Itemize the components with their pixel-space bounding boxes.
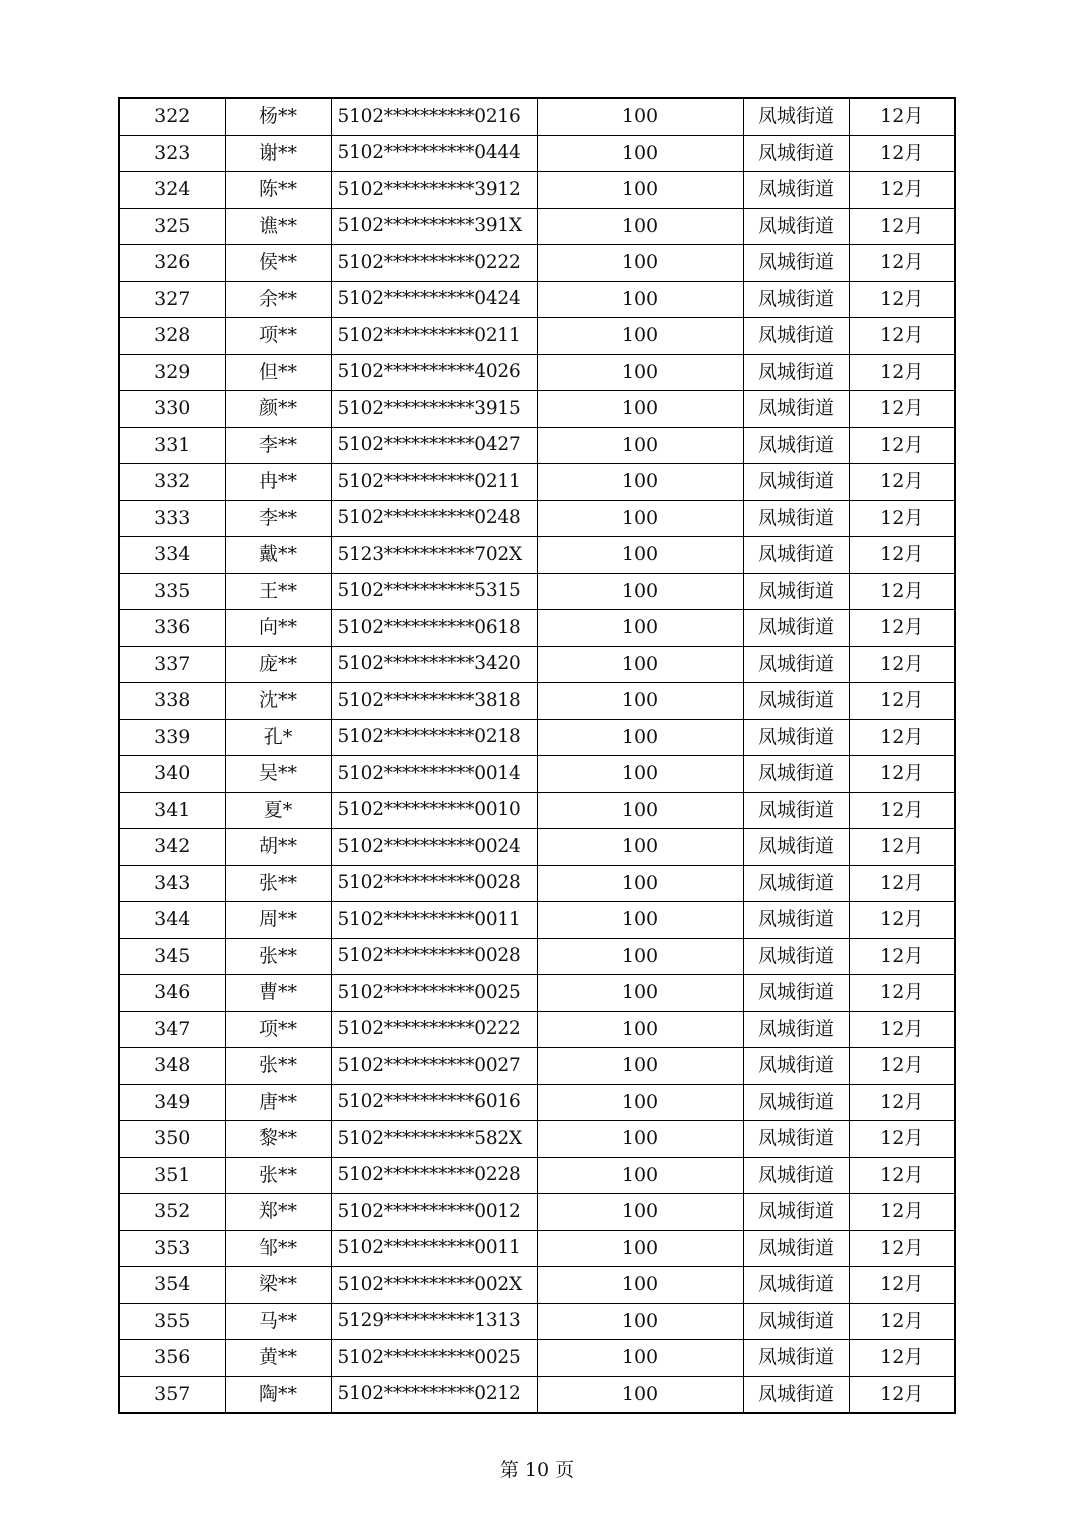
month-cell: 12月 (849, 1340, 955, 1377)
name-cell: 颜** (225, 391, 331, 428)
month-cell: 12月 (849, 1048, 955, 1085)
amount-cell: 100 (537, 646, 743, 683)
seq-cell: 346 (119, 975, 225, 1012)
table-row (119, 354, 955, 391)
table-row (119, 1011, 955, 1048)
name-cell: 谯** (225, 208, 331, 245)
street-cell: 凤城街道 (743, 573, 849, 610)
amount-cell: 100 (537, 98, 743, 135)
seq-cell: 354 (119, 1267, 225, 1304)
id-number-cell: 5129**********1313 (331, 1303, 537, 1340)
name-cell: 胡** (225, 829, 331, 866)
month-cell: 12月 (849, 1194, 955, 1231)
id-number-cell: 5102**********0228 (331, 1157, 537, 1194)
table-row (119, 1267, 955, 1304)
name-cell: 郑** (225, 1194, 331, 1231)
month-cell: 12月 (849, 354, 955, 391)
month-cell: 12月 (849, 1157, 955, 1194)
table-row (119, 208, 955, 245)
name-cell: 张** (225, 938, 331, 975)
table-row (119, 792, 955, 829)
street-cell: 凤城街道 (743, 1157, 849, 1194)
id-number-cell: 5102**********0012 (331, 1194, 537, 1231)
id-number-cell: 5102**********0222 (331, 245, 537, 282)
month-cell: 12月 (849, 1121, 955, 1158)
table-row (119, 1084, 955, 1121)
id-number-cell: 5102**********0028 (331, 938, 537, 975)
month-cell: 12月 (849, 756, 955, 793)
name-cell: 庞** (225, 646, 331, 683)
amount-cell: 100 (537, 1157, 743, 1194)
name-cell: 沈** (225, 683, 331, 720)
name-cell: 邹** (225, 1230, 331, 1267)
id-number-cell: 5102**********0010 (331, 792, 537, 829)
seq-cell: 334 (119, 537, 225, 574)
seq-cell: 341 (119, 792, 225, 829)
id-number-cell: 5102**********0211 (331, 464, 537, 501)
seq-cell: 333 (119, 500, 225, 537)
seq-cell: 338 (119, 683, 225, 720)
amount-cell: 100 (537, 427, 743, 464)
name-cell: 陶** (225, 1376, 331, 1413)
amount-cell: 100 (537, 1303, 743, 1340)
name-cell: 陈** (225, 172, 331, 209)
street-cell: 凤城街道 (743, 719, 849, 756)
month-cell: 12月 (849, 391, 955, 428)
table-row (119, 1340, 955, 1377)
name-cell: 黄** (225, 1340, 331, 1377)
table-row (119, 756, 955, 793)
month-cell: 12月 (849, 245, 955, 282)
month-cell: 12月 (849, 464, 955, 501)
seq-cell: 326 (119, 245, 225, 282)
name-cell: 但** (225, 354, 331, 391)
seq-cell: 348 (119, 1048, 225, 1085)
name-cell: 戴** (225, 537, 331, 574)
table-row (119, 1230, 955, 1267)
street-cell: 凤城街道 (743, 135, 849, 172)
seq-cell: 325 (119, 208, 225, 245)
month-cell: 12月 (849, 537, 955, 574)
table-row (119, 1121, 955, 1158)
table-row (119, 975, 955, 1012)
amount-cell: 100 (537, 1194, 743, 1231)
street-cell: 凤城街道 (743, 391, 849, 428)
amount-cell: 100 (537, 537, 743, 574)
table-row (119, 245, 955, 282)
amount-cell: 100 (537, 354, 743, 391)
id-number-cell: 5102**********0014 (331, 756, 537, 793)
street-cell: 凤城街道 (743, 829, 849, 866)
amount-cell: 100 (537, 1230, 743, 1267)
street-cell: 凤城街道 (743, 500, 849, 537)
month-cell: 12月 (849, 172, 955, 209)
month-cell: 12月 (849, 427, 955, 464)
table-row (119, 391, 955, 428)
id-number-cell: 5102**********3912 (331, 172, 537, 209)
seq-cell: 342 (119, 829, 225, 866)
street-cell: 凤城街道 (743, 865, 849, 902)
id-number-cell: 5102**********0025 (331, 975, 537, 1012)
amount-cell: 100 (537, 1121, 743, 1158)
seq-cell: 345 (119, 938, 225, 975)
table-row (119, 646, 955, 683)
month-cell: 12月 (849, 281, 955, 318)
table-row (119, 500, 955, 537)
table-row (119, 610, 955, 647)
seq-cell: 327 (119, 281, 225, 318)
amount-cell: 100 (537, 281, 743, 318)
month-cell: 12月 (849, 573, 955, 610)
name-cell: 侯** (225, 245, 331, 282)
id-number-cell: 5102**********0212 (331, 1376, 537, 1413)
amount-cell: 100 (537, 792, 743, 829)
name-cell: 杨** (225, 98, 331, 135)
seq-cell: 323 (119, 135, 225, 172)
amount-cell: 100 (537, 683, 743, 720)
id-number-cell: 5102**********0218 (331, 719, 537, 756)
table-row (119, 135, 955, 172)
amount-cell: 100 (537, 756, 743, 793)
id-number-cell: 5102**********0216 (331, 98, 537, 135)
month-cell: 12月 (849, 1267, 955, 1304)
month-cell: 12月 (849, 829, 955, 866)
seq-cell: 328 (119, 318, 225, 355)
month-cell: 12月 (849, 975, 955, 1012)
amount-cell: 100 (537, 135, 743, 172)
month-cell: 12月 (849, 135, 955, 172)
id-number-cell: 5102**********0211 (331, 318, 537, 355)
street-cell: 凤城街道 (743, 1376, 849, 1413)
table-row (119, 172, 955, 209)
id-number-cell: 5102**********0248 (331, 500, 537, 537)
id-number-cell: 5102**********0424 (331, 281, 537, 318)
id-number-cell: 5102**********0011 (331, 902, 537, 939)
amount-cell: 100 (537, 1376, 743, 1413)
id-number-cell: 5102**********6016 (331, 1084, 537, 1121)
name-cell: 王** (225, 573, 331, 610)
street-cell: 凤城街道 (743, 975, 849, 1012)
month-cell: 12月 (849, 938, 955, 975)
month-cell: 12月 (849, 1084, 955, 1121)
street-cell: 凤城街道 (743, 98, 849, 135)
street-cell: 凤城街道 (743, 1084, 849, 1121)
seq-cell: 355 (119, 1303, 225, 1340)
seq-cell: 339 (119, 719, 225, 756)
street-cell: 凤城街道 (743, 756, 849, 793)
id-number-cell: 5102**********582X (331, 1121, 537, 1158)
table-row (119, 719, 955, 756)
month-cell: 12月 (849, 98, 955, 135)
id-number-cell: 5123**********702X (331, 537, 537, 574)
seq-cell: 344 (119, 902, 225, 939)
street-cell: 凤城街道 (743, 537, 849, 574)
name-cell: 夏* (225, 792, 331, 829)
seq-cell: 336 (119, 610, 225, 647)
name-cell: 黎** (225, 1121, 331, 1158)
amount-cell: 100 (537, 464, 743, 501)
month-cell: 12月 (849, 646, 955, 683)
street-cell: 凤城街道 (743, 1340, 849, 1377)
seq-cell: 332 (119, 464, 225, 501)
amount-cell: 100 (537, 391, 743, 428)
name-cell: 李** (225, 427, 331, 464)
name-cell: 向** (225, 610, 331, 647)
street-cell: 凤城街道 (743, 245, 849, 282)
street-cell: 凤城街道 (743, 1303, 849, 1340)
seq-cell: 324 (119, 172, 225, 209)
street-cell: 凤城街道 (743, 1267, 849, 1304)
street-cell: 凤城街道 (743, 683, 849, 720)
id-number-cell: 5102**********0011 (331, 1230, 537, 1267)
name-cell: 项** (225, 1011, 331, 1048)
amount-cell: 100 (537, 1340, 743, 1377)
seq-cell: 335 (119, 573, 225, 610)
id-number-cell: 5102**********0444 (331, 135, 537, 172)
name-cell: 曹** (225, 975, 331, 1012)
month-cell: 12月 (849, 865, 955, 902)
month-cell: 12月 (849, 1303, 955, 1340)
month-cell: 12月 (849, 683, 955, 720)
recipient-table (118, 97, 956, 1414)
street-cell: 凤城街道 (743, 427, 849, 464)
amount-cell: 100 (537, 938, 743, 975)
seq-cell: 347 (119, 1011, 225, 1048)
amount-cell: 100 (537, 865, 743, 902)
month-cell: 12月 (849, 500, 955, 537)
id-number-cell: 5102**********0222 (331, 1011, 537, 1048)
month-cell: 12月 (849, 902, 955, 939)
street-cell: 凤城街道 (743, 938, 849, 975)
seq-cell: 357 (119, 1376, 225, 1413)
month-cell: 12月 (849, 318, 955, 355)
amount-cell: 100 (537, 829, 743, 866)
name-cell: 孔* (225, 719, 331, 756)
id-number-cell: 5102**********3420 (331, 646, 537, 683)
table-row (119, 829, 955, 866)
street-cell: 凤城街道 (743, 172, 849, 209)
street-cell: 凤城街道 (743, 354, 849, 391)
table-row (119, 902, 955, 939)
id-number-cell: 5102**********002X (331, 1267, 537, 1304)
month-cell: 12月 (849, 792, 955, 829)
street-cell: 凤城街道 (743, 1011, 849, 1048)
amount-cell: 100 (537, 245, 743, 282)
name-cell: 张** (225, 1048, 331, 1085)
street-cell: 凤城街道 (743, 646, 849, 683)
street-cell: 凤城街道 (743, 464, 849, 501)
seq-cell: 356 (119, 1340, 225, 1377)
street-cell: 凤城街道 (743, 1230, 849, 1267)
amount-cell: 100 (537, 1048, 743, 1085)
amount-cell: 100 (537, 1011, 743, 1048)
street-cell: 凤城街道 (743, 1048, 849, 1085)
month-cell: 12月 (849, 1011, 955, 1048)
seq-cell: 331 (119, 427, 225, 464)
table-row (119, 683, 955, 720)
street-cell: 凤城街道 (743, 792, 849, 829)
amount-cell: 100 (537, 1084, 743, 1121)
seq-cell: 329 (119, 354, 225, 391)
amount-cell: 100 (537, 610, 743, 647)
seq-cell: 337 (119, 646, 225, 683)
table-row (119, 427, 955, 464)
name-cell: 周** (225, 902, 331, 939)
table-row (119, 1303, 955, 1340)
id-number-cell: 5102**********0427 (331, 427, 537, 464)
table-row (119, 464, 955, 501)
name-cell: 冉** (225, 464, 331, 501)
amount-cell: 100 (537, 719, 743, 756)
amount-cell: 100 (537, 1267, 743, 1304)
recipient-table-body (119, 98, 955, 1413)
name-cell: 唐** (225, 1084, 331, 1121)
month-cell: 12月 (849, 1376, 955, 1413)
seq-cell: 322 (119, 98, 225, 135)
amount-cell: 100 (537, 318, 743, 355)
id-number-cell: 5102**********0028 (331, 865, 537, 902)
name-cell: 张** (225, 1157, 331, 1194)
name-cell: 谢** (225, 135, 331, 172)
amount-cell: 100 (537, 208, 743, 245)
name-cell: 梁** (225, 1267, 331, 1304)
table-row (119, 281, 955, 318)
street-cell: 凤城街道 (743, 208, 849, 245)
id-number-cell: 5102**********0027 (331, 1048, 537, 1085)
seq-cell: 340 (119, 756, 225, 793)
name-cell: 项** (225, 318, 331, 355)
table-row (119, 318, 955, 355)
table-row (119, 98, 955, 135)
name-cell: 吴** (225, 756, 331, 793)
month-cell: 12月 (849, 610, 955, 647)
id-number-cell: 5102**********4026 (331, 354, 537, 391)
id-number-cell: 5102**********3915 (331, 391, 537, 428)
seq-cell: 352 (119, 1194, 225, 1231)
table-row (119, 1376, 955, 1413)
id-number-cell: 5102**********391X (331, 208, 537, 245)
seq-cell: 353 (119, 1230, 225, 1267)
table-row (119, 537, 955, 574)
name-cell: 余** (225, 281, 331, 318)
table-row (119, 938, 955, 975)
table-row (119, 1194, 955, 1231)
table-row (119, 1048, 955, 1085)
street-cell: 凤城街道 (743, 1194, 849, 1231)
name-cell: 李** (225, 500, 331, 537)
id-number-cell: 5102**********3818 (331, 683, 537, 720)
seq-cell: 330 (119, 391, 225, 428)
id-number-cell: 5102**********0025 (331, 1340, 537, 1377)
page-number: 第 10 页 (499, 1459, 575, 1481)
street-cell: 凤城街道 (743, 610, 849, 647)
seq-cell: 351 (119, 1157, 225, 1194)
id-number-cell: 5102**********0618 (331, 610, 537, 647)
table-row (119, 1157, 955, 1194)
street-cell: 凤城街道 (743, 1121, 849, 1158)
seq-cell: 350 (119, 1121, 225, 1158)
month-cell: 12月 (849, 719, 955, 756)
amount-cell: 100 (537, 902, 743, 939)
id-number-cell: 5102**********0024 (331, 829, 537, 866)
name-cell: 张** (225, 865, 331, 902)
amount-cell: 100 (537, 500, 743, 537)
table-row (119, 865, 955, 902)
street-cell: 凤城街道 (743, 318, 849, 355)
amount-cell: 100 (537, 975, 743, 1012)
month-cell: 12月 (849, 208, 955, 245)
id-number-cell: 5102**********5315 (331, 573, 537, 610)
amount-cell: 100 (537, 172, 743, 209)
name-cell: 马** (225, 1303, 331, 1340)
month-cell: 12月 (849, 1230, 955, 1267)
table-row (119, 573, 955, 610)
amount-cell: 100 (537, 573, 743, 610)
street-cell: 凤城街道 (743, 902, 849, 939)
seq-cell: 349 (119, 1084, 225, 1121)
street-cell: 凤城街道 (743, 281, 849, 318)
seq-cell: 343 (119, 865, 225, 902)
